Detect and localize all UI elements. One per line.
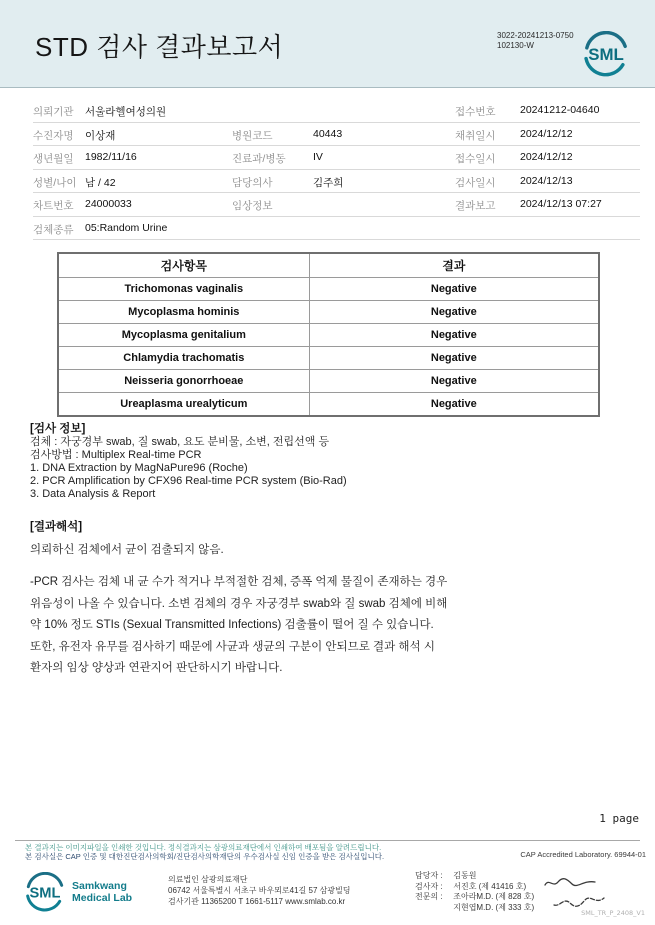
field-value: 김주희	[313, 176, 344, 189]
brand-line2: Medical Lab	[72, 892, 133, 904]
staff-label: 검사자 :	[415, 881, 443, 891]
staff-value: 김동원	[453, 871, 477, 880]
test-info-section	[30, 420, 630, 501]
field-label: 결과보고	[455, 200, 496, 212]
staff-line	[415, 892, 534, 903]
test-result: Negative	[430, 375, 477, 387]
field-label: 접수번호	[455, 106, 496, 118]
field-label: 차트번호	[33, 200, 74, 212]
field-label: 의뢰기관	[33, 106, 74, 118]
document-code: SML_TR_P_2408_V1	[581, 909, 645, 917]
organization-info	[168, 874, 351, 907]
patient-info-table	[33, 99, 640, 240]
patient-info-row	[33, 123, 640, 147]
test-result: Negative	[430, 352, 477, 364]
results-header-item: 검사항목	[59, 254, 310, 277]
test-name: Neisseria gonorrhoeae	[59, 370, 310, 392]
org-line: 의료법인 삼광의료재단	[168, 875, 248, 884]
field-label: 성별/나이	[33, 176, 77, 189]
patient-info-row	[33, 217, 640, 241]
svg-text:SML: SML	[588, 45, 624, 65]
test-name: Mycoplasma genitalium	[59, 324, 310, 346]
staff-line	[415, 871, 534, 882]
results-header-row	[59, 254, 598, 277]
footer-divider	[15, 840, 640, 841]
staff-label: 담당자 :	[415, 871, 443, 880]
field-label: 담당의사	[232, 176, 273, 189]
staff-value: 지현엽M.D. (제 333 호)	[453, 902, 535, 912]
field-label: 채취일시	[455, 129, 496, 142]
test-info-title: [검사 정보]	[30, 423, 86, 435]
footer-brand	[25, 872, 132, 912]
field-value: 2024/12/13	[520, 174, 573, 187]
table-row	[59, 369, 598, 392]
page-title: STD 검사 결과보고서	[35, 32, 284, 62]
results-header-result: 결과	[442, 259, 466, 273]
interpretation-line: 위음성이 나올 수 있습니다. 소변 검체의 경우 자궁경부 swab와 질 swab 검체에 비해	[30, 597, 448, 610]
interpretation-title: [결과해석]	[30, 521, 83, 533]
brand-name	[72, 880, 132, 904]
table-row	[59, 323, 598, 346]
org-line: 06742 서울특별시 서초구 바우뫼로41길 57 삼광빌딩	[168, 886, 351, 895]
test-name: Ureaplasma urealyticum	[59, 393, 310, 415]
footer-disclaimer-1: 본 결과지는 이미지파일을 인쇄한 것입니다. 정식결과지는 삼광의료재단에서 인쇄하여 배포됨을 알려드립니다.	[25, 843, 382, 852]
interpretation-line: -PCR 검사는 검체 내 균 수가 적거나 부적절한 검체, 증폭 억제 물질이 존재하는 경우	[30, 576, 448, 588]
footer-disclaimer-2: 본 검사실은 CAP 인증 및 대한진단검사의학회/진단검사의학재단의 우수검사실 신임 인증을 받은 검사실입니다.	[25, 852, 385, 861]
signature-icon	[552, 893, 607, 909]
field-label: 검사일시	[455, 176, 496, 189]
staff-value: 서진호 (제 41416 호)	[453, 881, 527, 891]
table-row	[59, 277, 598, 300]
signature-icon	[543, 876, 598, 890]
staff-line	[415, 903, 534, 914]
field-value: 남 / 42	[85, 176, 116, 189]
field-value: 20241212-04640	[520, 104, 600, 116]
field-label: 수진자명	[33, 129, 74, 142]
sml-logo-icon	[25, 872, 65, 912]
sml-logo-icon	[583, 31, 629, 77]
brand-line1: Samkwang	[72, 880, 127, 892]
field-label: 진료과/병동	[232, 153, 286, 165]
patient-info-row	[33, 99, 640, 123]
test-name: Chlamydia trachomatis	[59, 347, 310, 369]
field-value: 40443	[313, 127, 343, 140]
field-value: 05:Random Urine	[85, 221, 168, 234]
field-value: 1982/11/16	[85, 151, 137, 163]
test-info-line: 검사방법 : Multiplex Real-time PCR	[30, 449, 202, 461]
patient-info-row	[33, 146, 640, 170]
field-label: 임상정보	[232, 200, 273, 212]
test-info-line: 검체 : 자궁경부 swab, 질 swab, 요도 분비물, 소변, 전립선액 등	[30, 436, 330, 448]
field-label: 병원코드	[232, 129, 273, 142]
test-info-line: 3. Data Analysis & Report	[30, 488, 156, 500]
field-value: 이상재	[85, 129, 116, 142]
field-label: 접수일시	[455, 153, 496, 165]
test-result: Negative	[430, 306, 477, 318]
test-result: Negative	[430, 398, 477, 410]
barcode-numbers	[497, 31, 574, 51]
staff-label: 전문의 :	[415, 892, 443, 901]
table-row	[59, 300, 598, 323]
interpretation-section	[30, 518, 635, 680]
svg-text:SML: SML	[29, 885, 61, 902]
field-label: 검체종류	[33, 223, 74, 236]
test-name: Mycoplasma hominis	[59, 301, 310, 323]
test-result: Negative	[430, 329, 477, 341]
table-row	[59, 392, 598, 415]
interpretation-line: 약 10% 정도 STIs (Sexual Transmitted Infections) 검출률이 떨어 질 수 있습니다.	[30, 619, 434, 631]
page-indicator: 1 page	[599, 812, 639, 825]
test-info-line: 1. DNA Extraction by MagNaPure96 (Roche)	[30, 462, 248, 474]
barcode-line1: 3022-20241213-0750	[497, 31, 574, 40]
barcode-line2: 102130-W	[497, 41, 534, 50]
field-value: 2024/12/13 07:27	[520, 198, 602, 210]
test-name: Trichomonas vaginalis	[59, 278, 310, 300]
org-line: 검사기관 11365200 T 1661-5117 www.smlab.co.kr	[168, 897, 346, 906]
field-value: 2024/12/12	[520, 151, 573, 163]
patient-info-row	[33, 193, 640, 217]
results-table	[57, 252, 600, 417]
field-value: IV	[313, 151, 323, 163]
sml-logo	[583, 31, 629, 77]
staff-value: 조아라M.D. (제 828 호)	[453, 892, 535, 901]
cap-accreditation: CAP Accredited Laboratory. 69944-01	[520, 850, 646, 859]
table-row	[59, 346, 598, 369]
field-value: 24000033	[85, 198, 132, 210]
interpretation-line: 또한, 유전자 유무를 검사하기 때문에 사균과 생균의 구분이 안되므로 결과 해석 시	[30, 640, 435, 653]
interpretation-line: 환자의 임상 양상과 연관지어 판단하시기 바랍니다.	[30, 662, 283, 674]
test-result: Negative	[430, 283, 477, 295]
test-info-line: 2. PCR Amplification by CFX96 Real-time PCR system (Bio-Rad)	[30, 475, 347, 487]
field-label: 생년월일	[33, 153, 74, 165]
interpretation-paragraph	[30, 572, 635, 680]
patient-info-row	[33, 170, 640, 194]
staff-line	[415, 882, 534, 893]
staff-info	[415, 871, 534, 913]
interpretation-summary: 의뢰하신 검체에서 균이 검출되지 않음.	[30, 544, 224, 556]
field-value: 서울라헬여성의원	[85, 106, 167, 118]
field-value: 2024/12/12	[520, 127, 573, 140]
